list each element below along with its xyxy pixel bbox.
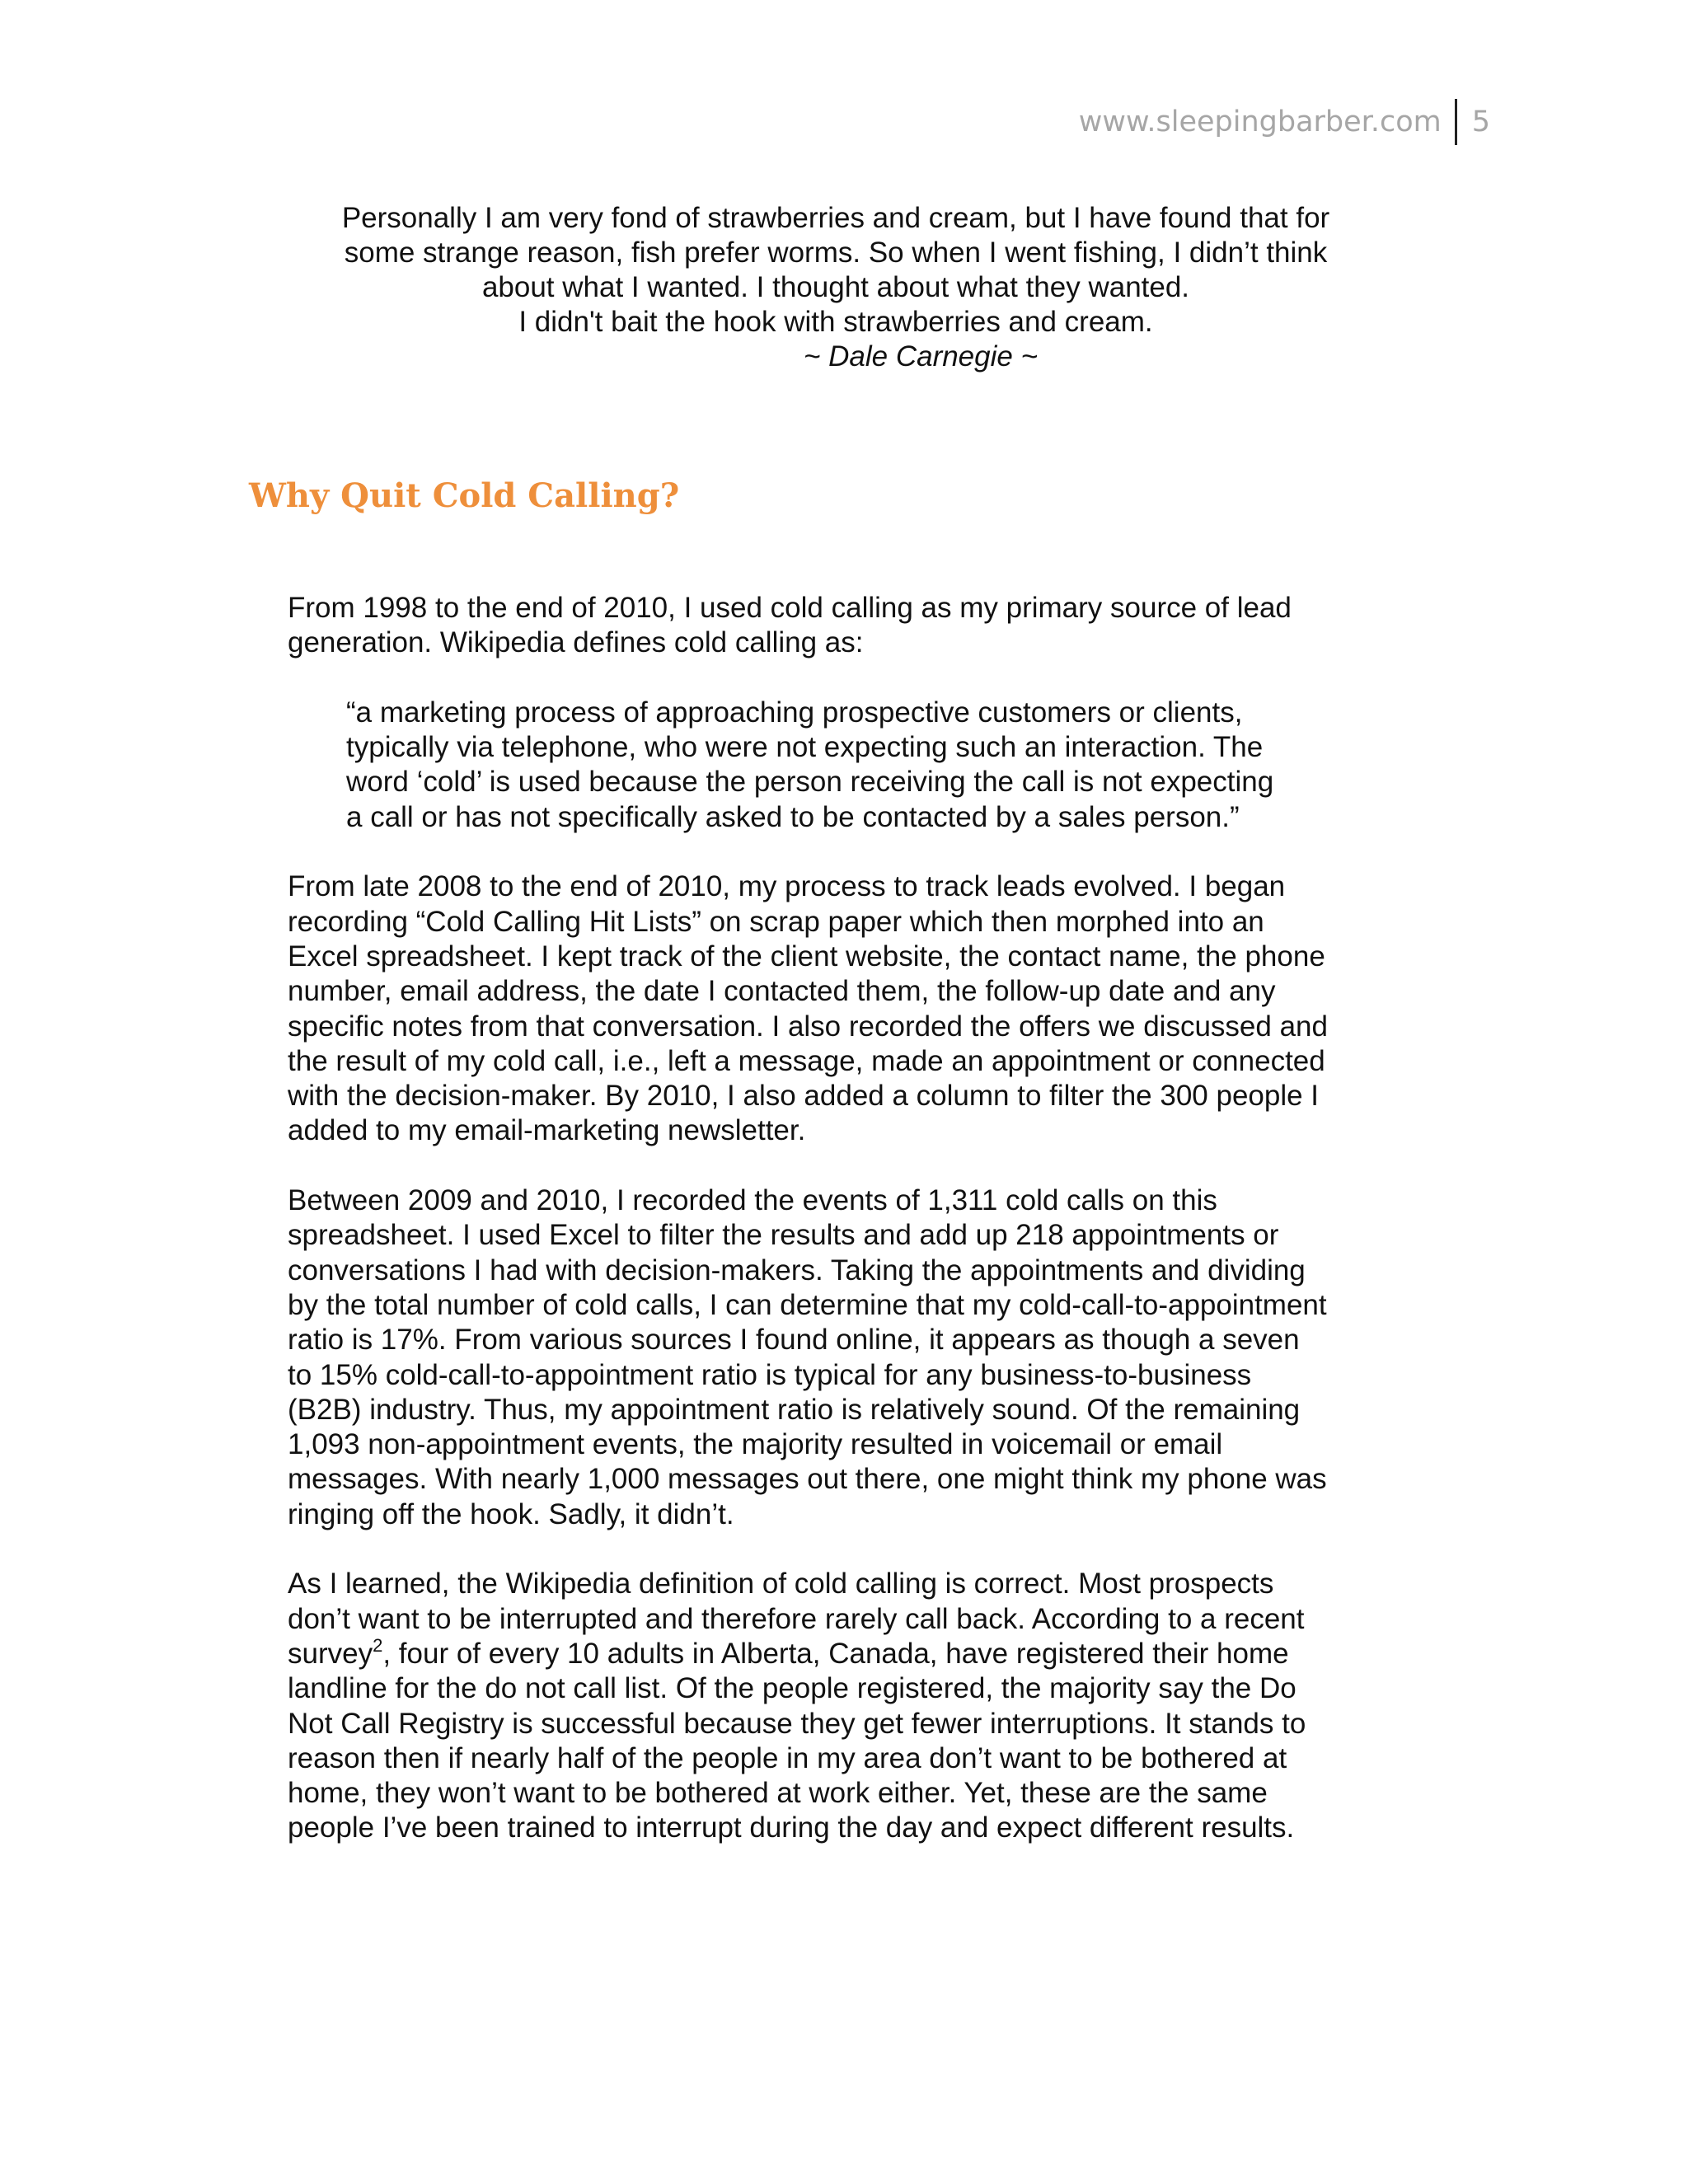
quote-line: Personally I am very fond of strawberries and cream, but I have found that for [341, 202, 1330, 234]
text-line: recording “Cold Calling Hit Lists” on scrap paper which then morphed into an [288, 905, 1264, 938]
text-line: home, they won’t want to be bothered at work either. Yet, these are the same [288, 1777, 1268, 1810]
paragraph-1 [288, 591, 1392, 661]
text-line: 1,093 non-appointment events, the majority resulted in voicemail or email [288, 1428, 1223, 1461]
text-line: a call or has not specifically asked to be contacted by a sales person.” [346, 800, 1240, 833]
text-line: to 15% cold-call-to-appointment ratio is typical for any business-to-business [288, 1358, 1252, 1391]
header-site-url: www.sleepingbarber.com [1078, 105, 1442, 138]
text-line-with-footnote [288, 1634, 1392, 1671]
paragraph-4 [288, 1567, 1392, 1845]
page-number: 5 [1471, 105, 1490, 138]
text-line: From 1998 to the end of 2010, I used cold calling as my primary source of lead [288, 592, 1292, 624]
epigraph-quote [165, 201, 1507, 374]
text-line: by the total number of cold calls, I can determine that my cold-call-to-appointment [288, 1288, 1327, 1321]
quote-attribution: ~ Dale Carnegie ~ [803, 340, 1039, 373]
text-line: landline for the do not call list. Of the people registered, the majority say the Do [288, 1672, 1296, 1705]
text-line: Excel spreadsheet. I kept track of the client website, the contact name, the phone [288, 940, 1325, 972]
text-line: From late 2008 to the end of 2010, my process to track leads evolved. I began [288, 870, 1286, 903]
text-line: messages. With nearly 1,000 messages out there, one might think my phone was [288, 1463, 1327, 1496]
text-line: conversations I had with decision-makers. Taking the appointments and dividing [288, 1254, 1306, 1286]
text-line: specific notes from that conversation. I also recorded the offers we discussed and [288, 1010, 1328, 1043]
page-header [1079, 99, 1490, 145]
paragraph-2 [288, 869, 1392, 1148]
text-line: typically via telephone, who were not expecting such an interaction. The [346, 731, 1264, 764]
text-line: the result of my cold call, i.e., left a message, made an appointment or connected [288, 1044, 1325, 1077]
quote-line: I didn't bait the hook with strawberries and cream. [518, 306, 1153, 338]
footnote-reference[interactable]: 2 [373, 1634, 383, 1656]
text-line: ringing off the hook. Sadly, it didn’t. [288, 1497, 734, 1530]
text-line: don’t want to be interrupted and therefore rarely call back. According to a recent [288, 1602, 1305, 1635]
text-line: (B2B) industry. Thus, my appointment ratio is relatively sound. Of the remaining [288, 1393, 1301, 1426]
text-line: generation. Wikipedia defines cold calling as: [288, 626, 864, 659]
text-line: Not Call Registry is successful because they get fewer interruptions. It stands to [288, 1707, 1306, 1740]
body-text [288, 591, 1392, 1881]
section-heading: Why Quit Cold Calling? [249, 476, 680, 515]
text-line: Between 2009 and 2010, I recorded the events of 1,311 cold calls on this [288, 1184, 1217, 1217]
text-line: word ‘cold’ is used because the person receiving the call is not expecting [346, 766, 1274, 799]
text-line: ratio is 17%. From various sources I found online, it appears as though a seven [288, 1324, 1300, 1357]
text-fragment: survey [288, 1637, 373, 1670]
text-line: added to my email-marketing newsletter. [288, 1114, 806, 1147]
paragraph-3 [288, 1183, 1392, 1532]
text-line: “a marketing process of approaching prospective customers or clients, [346, 696, 1243, 729]
text-line: number, email address, the date I contacted them, the follow-up date and any [288, 975, 1276, 1008]
quote-line: about what I wanted. I thought about what they wanted. [481, 271, 1190, 303]
text-line: people I’ve been trained to interrupt during the day and expect different results. [288, 1811, 1295, 1844]
text-fragment: , four of every 10 adults in Alberta, Canada, have registered their home [382, 1637, 1289, 1670]
text-line: reason then if nearly half of the people in my area don’t want to be bothered at [288, 1741, 1287, 1774]
text-line: with the decision-maker. By 2010, I also added a column to filter the 300 people I [288, 1080, 1320, 1113]
wikipedia-definition-quote [346, 696, 1392, 835]
quote-line: some strange reason, fish prefer worms. So when I went fishing, I didn’t think [344, 237, 1328, 269]
text-line: spreadsheet. I used Excel to filter the results and add up 218 appointments or [288, 1219, 1279, 1252]
text-line: As I learned, the Wikipedia definition of cold calling is correct. Most prospects [288, 1568, 1274, 1601]
